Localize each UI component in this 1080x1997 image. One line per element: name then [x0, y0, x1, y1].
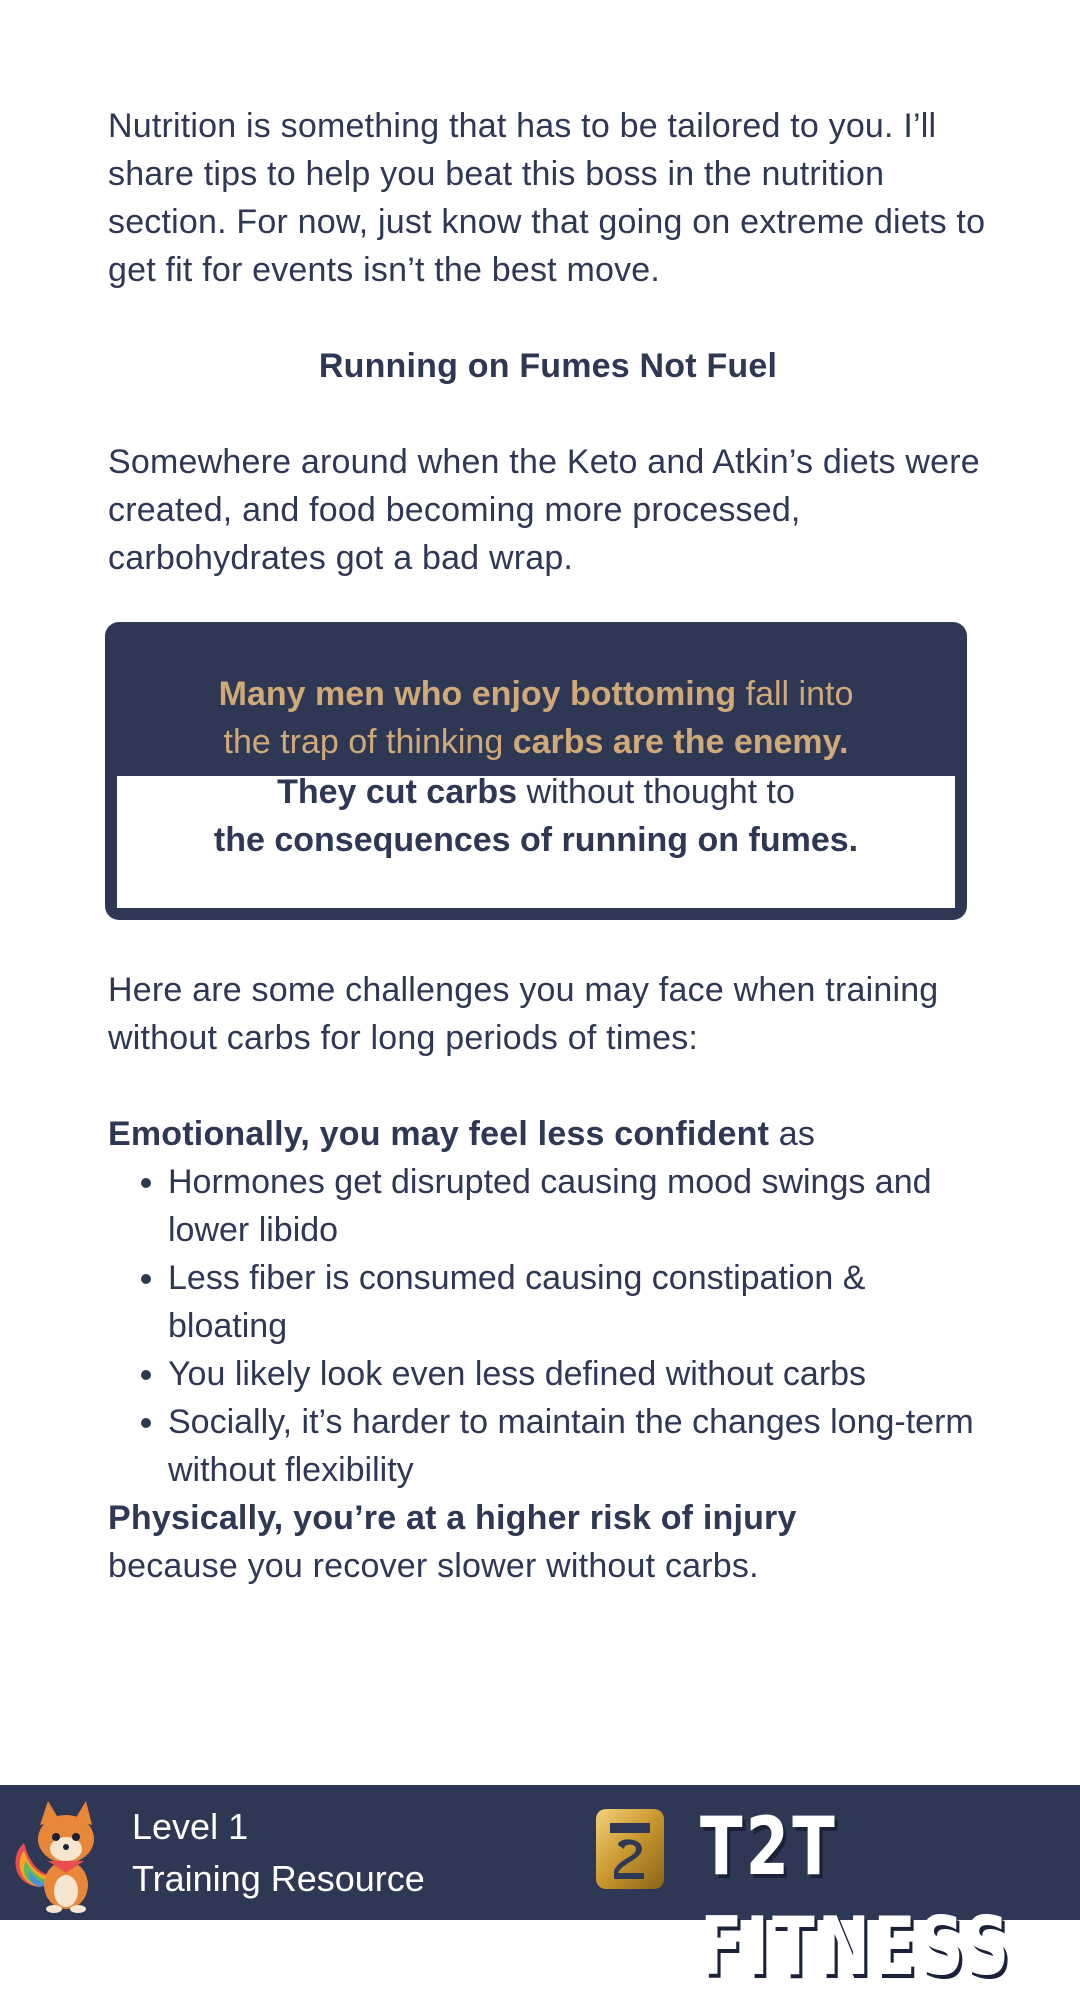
footer-resource: Training Resource [132, 1858, 425, 1899]
footer-level: Level 1 [132, 1806, 249, 1847]
emotional-text: as [769, 1115, 816, 1153]
list-item: • Socially, it’s harder to maintain the changes long-term without flexibility [168, 1398, 988, 1494]
challenges-intro-paragraph: Here are some challenges you may face when training without carbs for long periods of times: [108, 971, 939, 1057]
callout-inner-bold-1: They cut carbs [277, 773, 518, 811]
brand-name: T2T FITNESS [700, 1800, 1013, 1993]
footer-caption [132, 1801, 425, 1905]
callout-bold-1: Many men who enjoy bottoming [218, 675, 737, 713]
physical-text: because you recover slower without carbs. [108, 1547, 759, 1585]
callout-text-1: fall into [736, 675, 854, 713]
callout-inner-text-1: without thought to [517, 773, 795, 811]
intro-paragraph: Nutrition is something that has to be tailored to you. I’ll share tips to help you beat this boss in the nutrition section. For now, just know that going on extreme diets to get fit for events isn’t the best move. [108, 107, 986, 289]
list-item: • Hormones get disrupted causing mood swings and lower libido [168, 1158, 988, 1254]
fox-mascot-icon [10, 1795, 112, 1913]
page-content [108, 102, 988, 1590]
callout-inner-box [117, 773, 955, 908]
physical-lead [108, 1494, 988, 1590]
callout-box [105, 622, 967, 920]
emotional-lead [108, 1110, 988, 1158]
callout-inner-bold-2: the consequences of running on fumes. [213, 821, 859, 859]
section-heading: Running on Fumes Not Fuel [318, 347, 778, 385]
list-item: • Less fiber is consumed causing constipation & bloating [168, 1254, 988, 1350]
callout-top-text [105, 670, 967, 766]
emotional-bold: Emotionally, you may feel less confident [108, 1115, 770, 1153]
carbs-history-paragraph: Somewhere around when the Keto and Atkin’s diets were created, and food becoming more processed, carbohydrates got a bad wrap. [108, 443, 980, 577]
footer-bar [0, 1785, 1080, 1993]
list-item: • You likely look even less defined without carbs [168, 1350, 988, 1398]
t2t-logo-icon [592, 1805, 668, 1893]
emotional-bullet-list [108, 1158, 988, 1494]
physical-bold: Physically, you’re at a higher risk of injury [108, 1499, 797, 1537]
callout-text-2: the trap of thinking [223, 723, 513, 761]
callout-bold-2: carbs are the enemy. [512, 723, 849, 761]
